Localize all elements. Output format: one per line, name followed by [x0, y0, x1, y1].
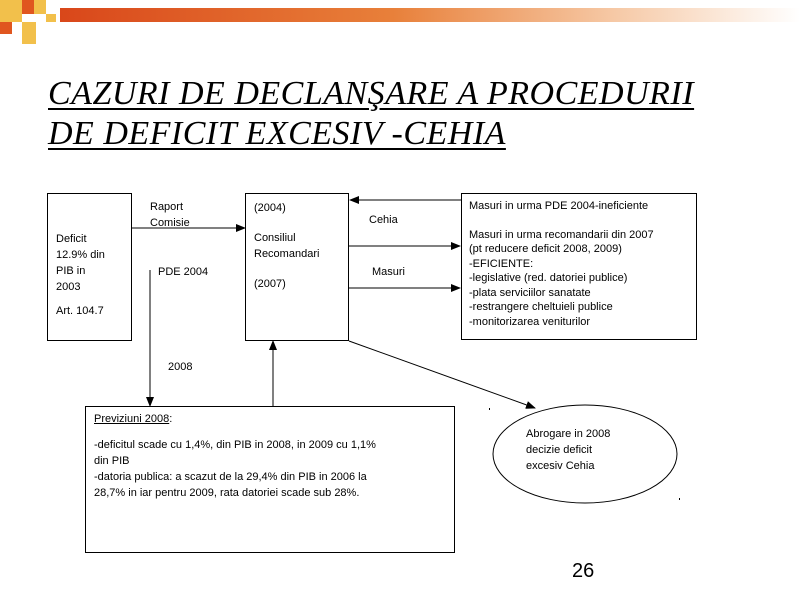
measures-line: -EFICIENTE: — [469, 257, 534, 270]
ellipse-handle-2 — [679, 498, 680, 500]
measures-line: Masuri in urma recomandarii din 2007 — [469, 228, 654, 241]
arrow-council-to-abrogation — [349, 341, 535, 408]
abrogation-ellipse-text — [526, 426, 610, 474]
measures-box — [461, 193, 697, 340]
forecast-heading: Previziuni 2008 — [94, 413, 170, 425]
title-line-1: CAZURI DE DECLANŞARE A PROCEDURII — [48, 75, 695, 112]
measures-line: -plata serviciilor sanatate — [469, 286, 591, 299]
label-cehia: Cehia — [369, 214, 398, 226]
measures-line: -legislative (red. datoriei publice) — [469, 272, 628, 284]
forecast-line: din PIB — [94, 455, 130, 467]
deficit-line: Art. 104.7 — [56, 305, 104, 317]
label-masuri: Masuri — [372, 266, 406, 278]
forecast-box-text — [94, 411, 376, 501]
forecast-heading-row — [94, 411, 376, 427]
deficit-spacer — [56, 295, 105, 303]
label-raport: Raport — [150, 201, 184, 213]
forecast-line: -datoria publica: a scazut de la 29,4% din PIB in 2006 la — [94, 471, 367, 483]
council-line: Consiliul — [254, 232, 296, 244]
deficit-line: 2003 — [56, 281, 81, 293]
label-2008: 2008 — [168, 361, 193, 373]
page-number: 26 — [572, 560, 595, 582]
measures-line: -restrangere cheltuieli publice — [469, 301, 613, 313]
council-spacer — [254, 262, 319, 276]
measures-line: (pt reducere deficit 2008, 2009) — [469, 243, 622, 255]
council-spacer — [254, 216, 319, 230]
forecast-box — [85, 406, 455, 553]
forecast-line: 28,7% in iar pentru 2009, rata datoriei scade sub 28%. — [94, 487, 360, 499]
deficit-line: PIB in — [56, 265, 86, 277]
label-comisie: Comisie — [150, 217, 190, 229]
measures-line: Masuri in urma PDE 2004-ineficiente — [469, 200, 649, 212]
abrogation-line: Abrogare in 2008 — [526, 428, 611, 440]
label-pde-2004: PDE 2004 — [158, 266, 209, 278]
council-line: (2007) — [254, 278, 286, 290]
title-line-2: DE DEFICIT EXCESIV -CEHIA — [48, 115, 506, 152]
deficit-box — [47, 193, 132, 341]
council-line: (2004) — [254, 202, 286, 214]
council-box-text — [254, 200, 319, 292]
abrogation-line: decizie deficit — [526, 444, 593, 456]
measures-spacer — [469, 214, 654, 228]
deficit-box-text — [56, 231, 105, 319]
abrogation-line: excesiv Cehia — [526, 460, 595, 472]
ellipse-handle-1 — [489, 408, 490, 410]
deficit-line: Deficit — [56, 233, 87, 245]
measures-line: -monitorizarea veniturilor — [469, 315, 591, 328]
council-box — [245, 193, 349, 341]
council-line: Recomandari — [254, 248, 320, 260]
forecast-line: -deficitul scade cu 1,4%, din PIB in 2008, in 2009 cu 1,1% — [94, 439, 376, 451]
deficit-line: 12.9% din — [56, 249, 105, 261]
forecast-heading-colon: : — [169, 413, 173, 425]
forecast-spacer — [94, 427, 376, 437]
measures-box-text — [469, 199, 654, 329]
